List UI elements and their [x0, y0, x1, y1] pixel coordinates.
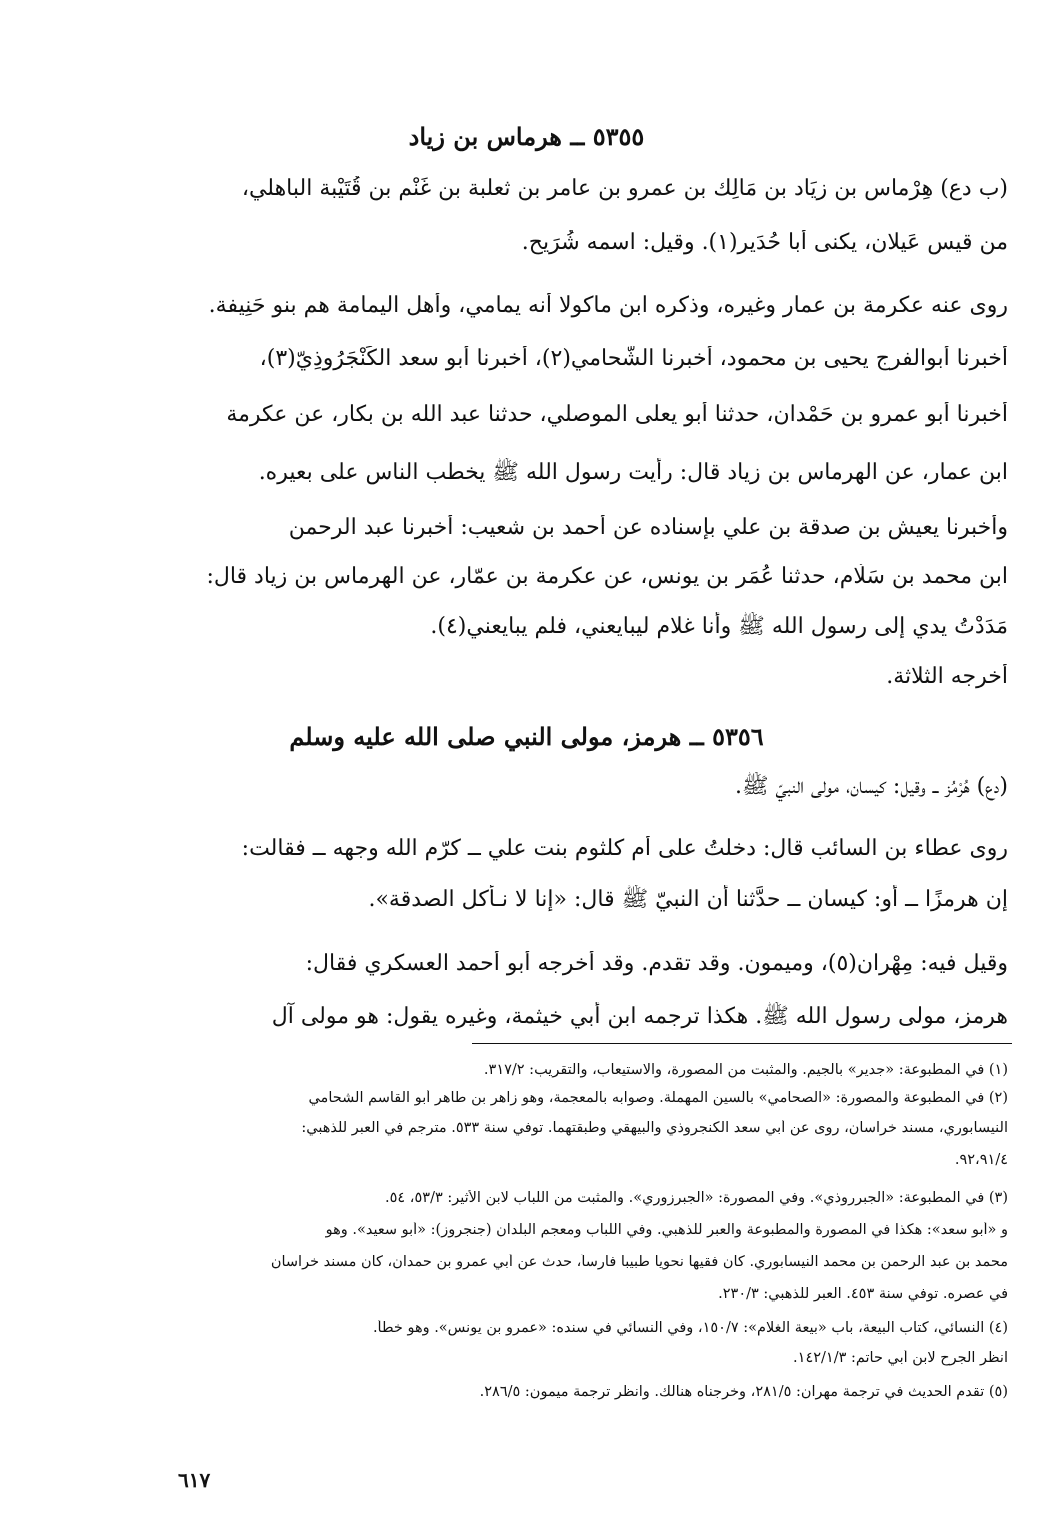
text-line: أخرجه الثلاثة.	[886, 664, 1008, 689]
text-line: روى عطاء بن السائب قال: دخلتُ على أُم كلثوم بنت علي ــ كرّم الله وجهه ــ فقالت:	[241, 836, 1008, 861]
text-line: روى عنه عكرمة بن عمار وغيره، وذكره ابن ماكولا أنه يمامي، وأهل اليمامة هم بنو حَنِيفة.	[208, 293, 1008, 318]
footnote-line: ٩٢،٩١/٤.	[954, 1152, 1008, 1168]
footnote-line: (٣) في المطبوعة: «الجبرروذي». وفي المصورة: «الجبرزوري». والمثبت من اللباب لابن الأثير: ٥٣/٣، ٥٤.	[385, 1190, 1008, 1206]
text-line: مَدَدْتُ يدي إلى رسول الله ﷺ وأنا غلام ليبايعني، فلم يبايعني(٤).	[430, 614, 1008, 639]
entry-heading-5356: ٥٣٥٦ ــ هرمز، مولى النبي صلى الله عليه وسلم	[289, 722, 764, 751]
text-line: أخبرنا أبو عمرو بن حَمْدان، حدثنا أبو يعلى الموصلي، حدثنا عبد الله بن بكار، عن عكرمة	[226, 402, 1008, 427]
entry-heading-5355: ٥٣٥٥ ــ هرماس بن زياد	[408, 122, 645, 151]
footnote-line: (٢) في المطبوعة والمصورة: «الصحامي» بالسين المهملة. وصوابه بالمعجمة، وهو زاهر بن طاهر أبو القاسم الشحامي	[308, 1090, 1008, 1106]
text-line: ابن محمد بن سَلَّام، حدثنا عُمَر بن يونس، عن عكرمة بن عمّار، عن الهرماس بن زياد قال:	[206, 564, 1008, 589]
footnote-line: (٤) النسائي، كتاب البيعة، باب «بيعة الغلام»: ١٥٠/٧، وفي النسائي في سنده: «عمرو بن يونس». وهو خطأ.	[372, 1320, 1008, 1336]
text-line: هرمز، مولى رسول الله ﷺ. هكذا ترجمه ابن أبي خيثمة، وغيره يقول: هو مولى آل	[271, 1004, 1008, 1029]
footnote-line: انظر الجرح لابن أبي حاتم: ١٤٢/١/٣.	[793, 1350, 1008, 1366]
footnote-line: (١) في المطبوعة: «جدير» بالجيم. والمثبت من المصورة، والاستيعاب، والتقريب: ٣١٧/٢.	[483, 1062, 1008, 1078]
footnote-line: و «أبو سعد»: هكذا في المصورة والمطبوعة والعبر للذهبي. وفي اللباب ومعجم البلدان (جنجروز): «أبو سعيد». وهو	[325, 1222, 1008, 1238]
footnote-line: (٥) تقدم الحديث في ترجمة مهران: ٢٨١/٥، وخرجناه هنالك. وانظر ترجمة ميمون: ٢٨٦/٥.	[479, 1384, 1008, 1400]
footnote-line: محمد بن عبد الرحمن بن محمد النيسابوري. كان فقيها نحويا طبيبا فارساً، حدث عن أبي عمرو بن حمدان، كان مسند خراسان	[270, 1254, 1008, 1270]
footnote-divider	[472, 1043, 1012, 1044]
text-line: من قيس عَيلان، يكنى أبا حُدَير(١). وقيل: اسمه شُرَيح.	[521, 230, 1008, 255]
text-line: ابن عمار، عن الهرماس بن زياد قال: رأيت رسول الله ﷺ يخطب الناس على بعيره.	[258, 460, 1008, 485]
text-line: (دع) هُرْمُز ــ وقيل: كيسان، مولى النبيّ ﷺ.	[734, 774, 1008, 799]
footnote-line: في عصره. توفي سنة ٤٥٣. العبر للذهبي: ٢٣٠/٣.	[718, 1286, 1008, 1302]
text-line: وأخبرنا يعيش بن صدقة بن علي بإسناده عن أحمد بن شعيب: أخبرنا عبد الرحمن	[288, 515, 1008, 540]
text-line: (ب دع) هِرْماس بن زِيَاد بن مَالِك بن عمرو بن عامر بن ثعلبة بن غَنْم بن قُتَيْبة الباهلي،	[241, 176, 1008, 201]
text-line: وقيل فيه: مِهْران(٥)، وميمون. وقد تقدم. وقد أخرجه أبو أحمد العسكري فقال:	[305, 951, 1008, 976]
footnote-line: النيسابوري، مسند خراسان، روى عن أبي سعد الكنجروذي والبيهقي وطبقتهما. توفي سنة ٥٣٣. مترجم في العبر للذهبي:	[301, 1120, 1008, 1136]
text-line: إن هرمزًا ــ أو: كيسان ــ حدَّثنا أن النبيّ ﷺ قال: «إنا لا نـأكل الصدقة».	[368, 887, 1008, 912]
text-line: أخبرنا أبوالفرج يحيى بن محمود، أخبرنا الشَّحامي(٢)، أخبرنا أبو سعد الكَنْجَرُوذِيّ(٣)،	[259, 346, 1008, 371]
page-number: ٦١٧	[178, 1468, 211, 1492]
